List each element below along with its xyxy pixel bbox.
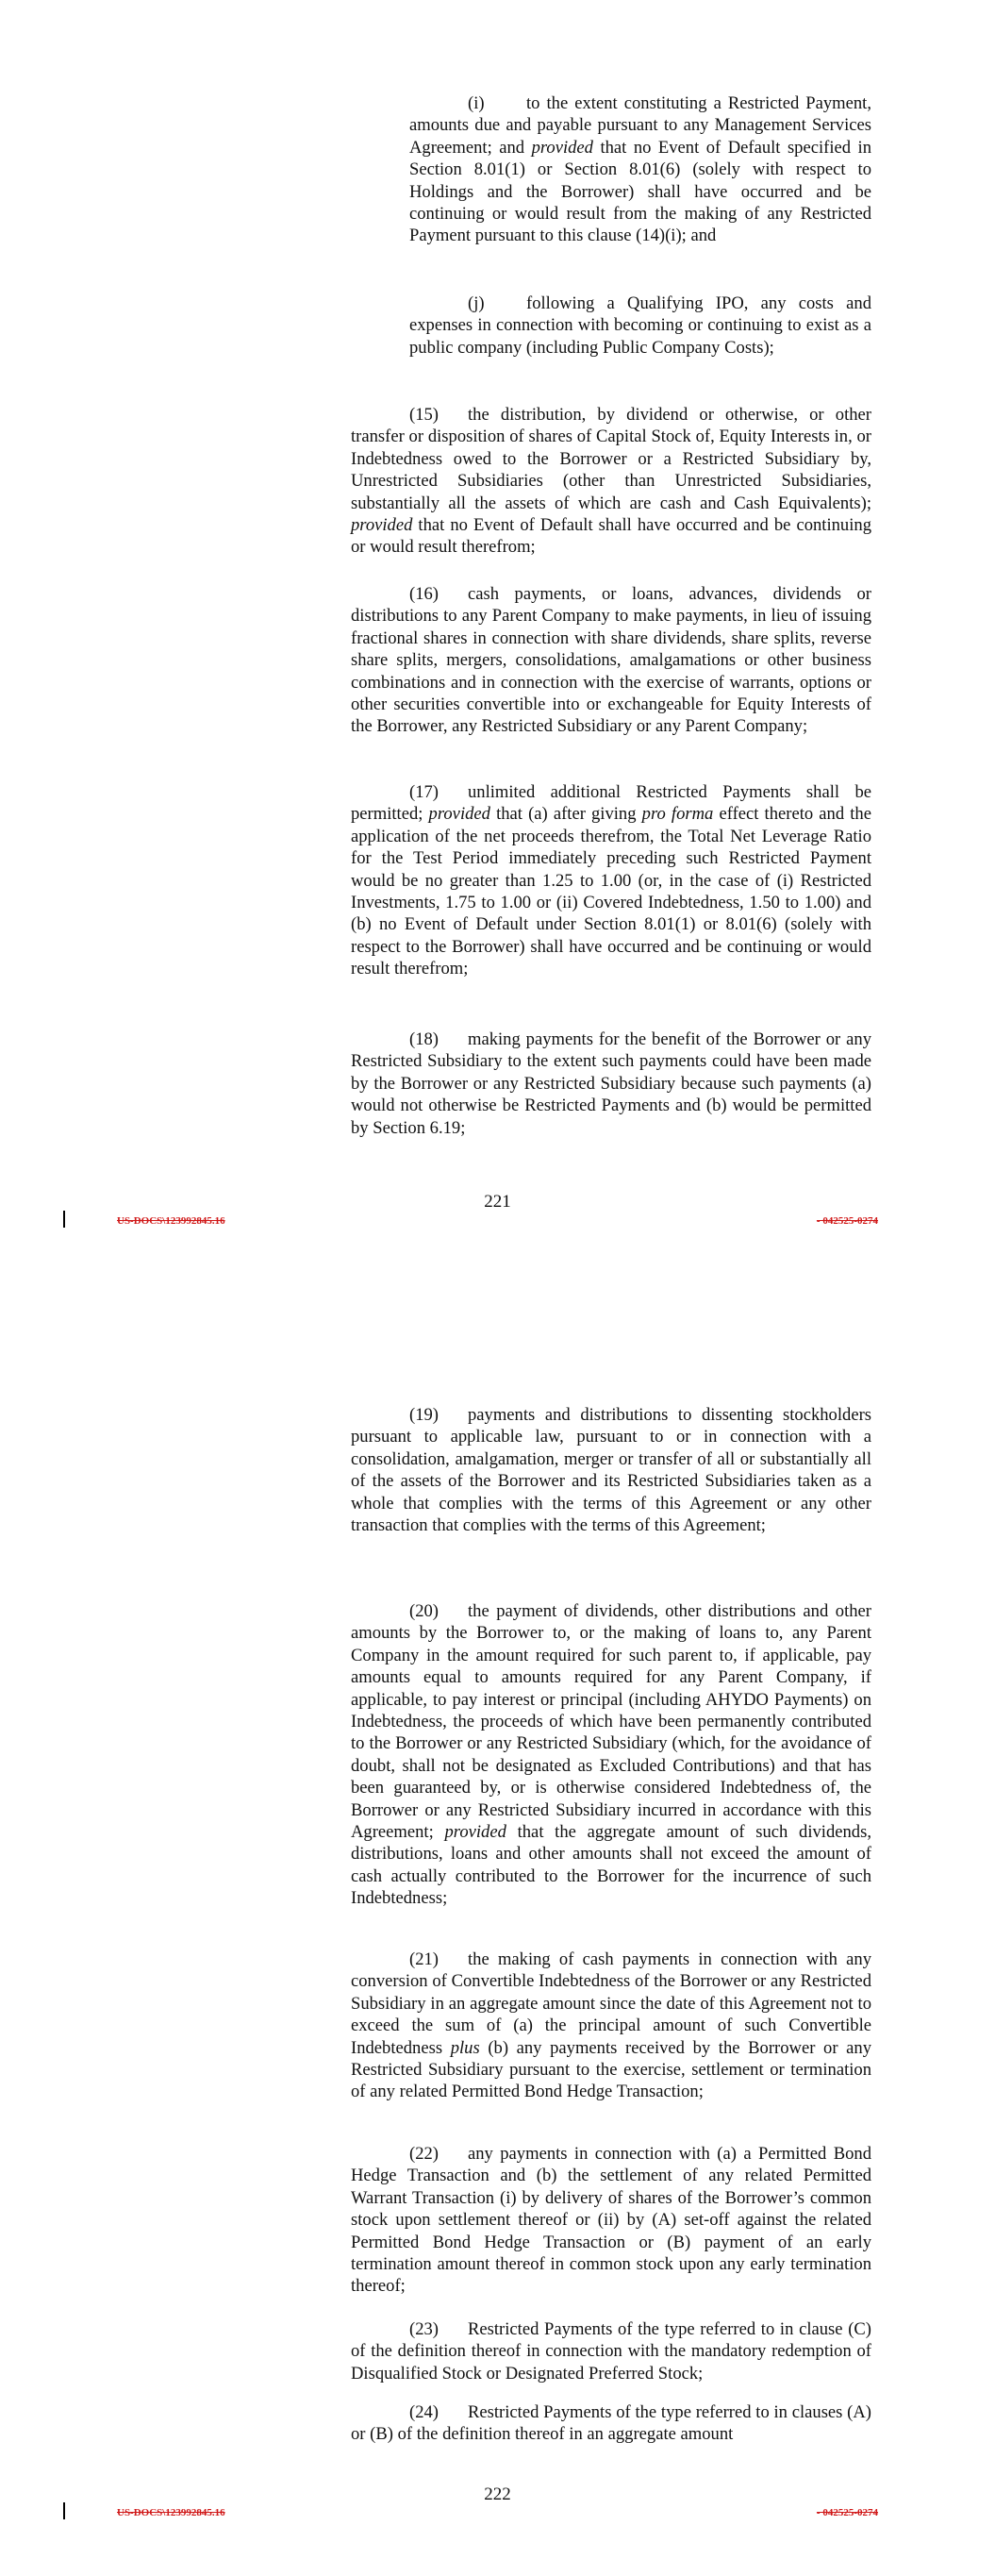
clause-text: following a Qualifying IPO, any costs and expenses in connection with becoming or continuing to exist as a public company (including Public Company Costs); bbox=[409, 293, 871, 358]
clause-number: (18) bbox=[409, 1029, 439, 1049]
clause-text: Restricted Payments of the type referred to in clause (C) of the definition thereof in connection with the mandatory redemption of Disqualified Stock or Designated Preferred Stock; bbox=[351, 2319, 871, 2384]
clause-14-i bbox=[409, 92, 871, 247]
clause-text: that no Event of Default shall have occurred and be continuing or would result therefrom; bbox=[351, 515, 871, 558]
clause-number: (i) bbox=[468, 93, 485, 113]
clause-20 bbox=[351, 1600, 871, 1910]
clause-number: (15) bbox=[409, 405, 439, 425]
clause-16 bbox=[351, 583, 871, 738]
clause-text: to the extent constituting a Restricted Payment, amounts due and payable pursuant to any Management Services Agreement; and bbox=[409, 93, 871, 158]
clause-text: that the aggregate amount of such dividends, distributions, loans and other amounts shall not exceed the amount of cash actually contributed to the Borrower for the incurrence of such Indebtedness; bbox=[351, 1822, 871, 1909]
clause-23 bbox=[351, 2318, 871, 2384]
footer-doc-id: US-DOCS\123992845.16 bbox=[117, 2507, 225, 2518]
clause-22 bbox=[351, 2143, 871, 2298]
page-number: 222 bbox=[484, 2484, 511, 2504]
clause-text: cash payments, or loans, advances, dividends or distributions to any Parent Company to make payments, in lieu of issuing fractional shares in connection with share dividends, share splits, reverse share splits, mergers, consolidations, amalgamations or other business combinations and in connection with the exercise of warrants, options or other securities convertible into or exchangeable for Equity Interests of the Borrower, any Restricted Subsidiary or any Parent Company; bbox=[351, 584, 871, 737]
clause-number: (17) bbox=[409, 782, 439, 802]
clause-21 bbox=[351, 1949, 871, 2103]
clause-18 bbox=[351, 1029, 871, 1139]
clause-text: that no Event of Default specified in Section 8.01(1) or Section 8.01(6) (solely with respect to Holdings and the Borrower) shall have occurred and be continuing or would result from the making of any Restricted Payment pursuant to this clause (14)(i); and bbox=[409, 137, 871, 246]
clause-text: Restricted Payments of the type referred to in clauses (A) or (B) of the definition thereof in an aggregate amount bbox=[351, 2402, 871, 2445]
clause-number: (22) bbox=[409, 2144, 439, 2164]
clause-number: (19) bbox=[409, 1405, 439, 1425]
emphasis-text: provided bbox=[444, 1822, 506, 1843]
clause-19 bbox=[351, 1404, 871, 1536]
clause-number: (24) bbox=[409, 2402, 439, 2422]
document-page-222 bbox=[0, 1288, 995, 2576]
clause-text: making payments for the benefit of the Borrower or any Restricted Subsidiary to the extent such payments could have been made by the Borrower or any Restricted Subsidiary because such payments (a) would not otherwise be Restricted Payments and (b) would be permitted by Section 6.19; bbox=[351, 1029, 871, 1138]
emphasis-text: provided bbox=[531, 137, 593, 158]
emphasis-text: provided bbox=[428, 804, 490, 825]
clause-number: (21) bbox=[409, 1949, 439, 1969]
clause-text: the making of cash payments in connection with any conversion of Convertible Indebtedness of the Borrower or any Restricted Subsidiary in an aggregate amount since the date of this Agreement not to exceed the sum of (a) the principal amount of such Convertible Indebtedness bbox=[351, 1949, 871, 2058]
emphasis-text: plus bbox=[450, 2037, 480, 2058]
clause-17 bbox=[351, 781, 871, 980]
clause-number: (20) bbox=[409, 1601, 439, 1621]
clause-number: (16) bbox=[409, 584, 439, 604]
clause-text: unlimited additional Restricted Payments shall be permitted; bbox=[351, 782, 871, 825]
footer-doc-id: US-DOCS\123992845.16 bbox=[117, 1215, 225, 1227]
emphasis-text: provided bbox=[351, 515, 413, 536]
emphasis-text: pro forma bbox=[641, 804, 714, 825]
clause-14-j bbox=[409, 293, 871, 359]
clause-text: effect thereto and the application of the net proceeds therefrom, the Total Net Leverage Ratio for the Test Period immediately preceding such Restricted Payment would be no greater than 1.25 to 1.00 (or, in the case of (i) Restricted Investments, 1.75 to 1.00 or (ii) Covered Indebtedness, 1.50 to 1.00) and (b) no Event of Default under Section 8.01(1) or 8.01(6) (solely with respect to the Borrower) shall have occurred and be continuing or would result therefrom; bbox=[351, 804, 871, 979]
change-bar bbox=[63, 2502, 65, 2519]
clause-number: (23) bbox=[409, 2319, 439, 2339]
clause-number: (j) bbox=[468, 293, 485, 313]
clause-text: (b) any payments received by the Borrower or any Restricted Subsidiary pursuant to the exercise, settlement or termination of any related Permitted Bond Hedge Transaction; bbox=[351, 2037, 871, 2102]
change-bar bbox=[63, 1211, 65, 1228]
clause-text: the distribution, by dividend or otherwise, or other transfer or disposition of shares of Capital Stock of, Equity Interests in, or Indebtedness owed to the Borrower or a Restricted Subsidiary by, Unrestricted Subsidiaries (other than Unrestricted Subsidiaries, substantially all the assets of which are cash and Cash Equivalents); bbox=[351, 405, 871, 513]
page-number: 221 bbox=[484, 1192, 511, 1212]
clause-text: payments and distributions to dissenting stockholders pursuant to applicable law, pursuant to or in connection with a consolidation, amalgamation, merger or transfer of all or substantially all of the assets of the Borrower and its Restricted Subsidiaries taken as a whole that complies with the terms of this Agreement or any other transaction that complies with the terms of this Agreement; bbox=[351, 1405, 871, 1536]
clause-text: any payments in connection with (a) a Permitted Bond Hedge Transaction and (b) the settlement of any related Permitted Warrant Transaction (i) by delivery of shares of the Borrower’s common stock upon settlement thereof or (ii) by (A) set-off against the related Permitted Bond Hedge Transaction or (B) payment of an early termination amount thereof in common stock upon any early termination thereof; bbox=[351, 2144, 871, 2297]
clause-24 bbox=[351, 2401, 871, 2446]
footer-ref: - 042525-0274 bbox=[816, 2507, 878, 2518]
clause-text: the payment of dividends, other distributions and other amounts by the Borrower to, or the making of loans to, any Parent Company in the amount required for such parent to, if applicable, pay amounts equal to amounts required for any Parent Company, if applicable, to pay interest or principal (including AHYDO Payments) on Indebtedness, the proceeds of which have been permanently contributed to the Borrower or any Restricted Subsidiary (which, for the avoidance of doubt, shall not be designated as Excluded Contributions) and that has been guaranteed by, or is otherwise considered Indebtedness of, the Borrower or any Restricted Subsidiary incurred in accordance with this Agreement; bbox=[351, 1601, 871, 1843]
footer-ref: - 042525-0274 bbox=[816, 1215, 878, 1227]
clause-15 bbox=[351, 404, 871, 559]
clause-text: that (a) after giving bbox=[489, 804, 642, 825]
